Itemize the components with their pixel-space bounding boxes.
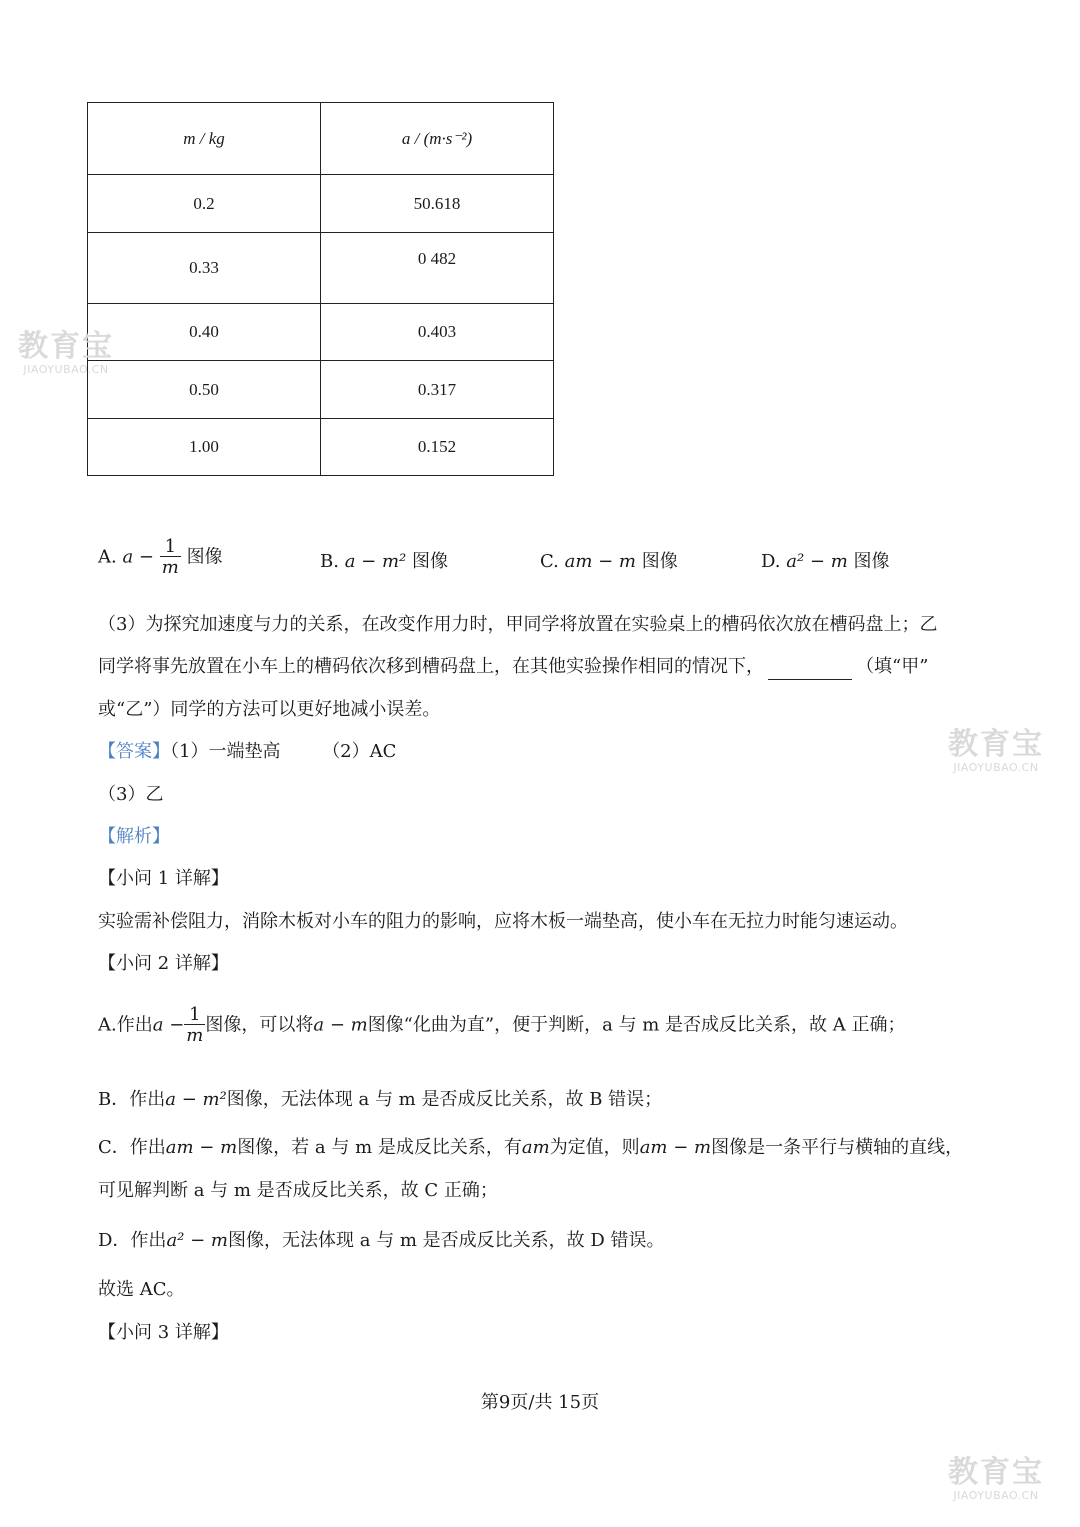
math-expr: a − m: [313, 1014, 368, 1036]
math-expr: am − m: [165, 1137, 238, 1158]
analysis-c: [98, 1135, 963, 1161]
q3-text: 同学将事先放置在小车上的槽码依次移到槽码盘上，在其他实验操作相同的情况下，: [98, 656, 764, 677]
analysis-b: [98, 1087, 662, 1113]
q3-title: 【小问 3 详解】: [98, 1322, 229, 1343]
table-header-accel: a / (m·s⁻²): [321, 103, 554, 175]
option-a: [98, 538, 223, 577]
analysis-text: 图像，无法体现 a 与 m 是否成反比关系，故 B 错误；: [226, 1089, 663, 1110]
option-suffix: 图像: [186, 546, 223, 568]
table-row: [88, 419, 554, 476]
option-label: A.: [98, 546, 117, 568]
table-cell: 0.403: [321, 304, 554, 361]
watermark-text: 教育宝: [18, 329, 114, 364]
watermark-subtext: JIAOYUBAO.CN: [953, 1489, 1039, 1502]
table-row: [88, 304, 554, 361]
table-cell: 0.2: [88, 175, 321, 233]
conclusion: 故选 AC。: [98, 1279, 185, 1300]
analysis-c-line-2: 可见解判断 a 与 m 是否成反比关系，故 C 正确；: [98, 1180, 498, 1201]
watermark-text: 教育宝: [948, 1455, 1044, 1490]
answer-part-2: （2）AC: [322, 741, 397, 762]
option-expr: am − m: [564, 551, 636, 572]
option-suffix: 图像: [411, 551, 448, 572]
option-c: [540, 549, 678, 575]
q3-line-1: （3）为探究加速度与力的关系，在改变作用力时，甲同学将放置在实验桌上的槽码依次放在槽码盘上；乙: [98, 614, 938, 635]
table-row: [88, 361, 554, 419]
answer-blank: [768, 661, 852, 680]
fraction-denominator: m: [186, 1025, 204, 1046]
math-expr: a −: [152, 1014, 185, 1036]
watermark-logo: [948, 728, 1044, 774]
table-cell: 0.317: [321, 361, 554, 419]
watermark-logo: [18, 330, 114, 376]
analysis-tag: 【解析】: [98, 826, 170, 847]
analysis-text: 为定值，则: [549, 1137, 640, 1158]
analysis-text: 图像，无法体现 a 与 m 是否成反比关系，故 D 错误。: [227, 1230, 665, 1251]
q2-title: 【小问 2 详解】: [98, 953, 229, 974]
table-cell: 0.152: [321, 419, 554, 476]
analysis-a: [98, 1006, 906, 1045]
option-label: C.: [540, 551, 559, 572]
answer-tag: 【答案】: [98, 741, 170, 762]
q3-line-2: [98, 654, 928, 680]
analysis-text: C．作出: [98, 1137, 166, 1158]
analysis-text: 图像，若 a 与 m 是成反比关系，有: [237, 1137, 522, 1158]
table-cell: 0 482: [321, 233, 554, 304]
answer-line: [98, 739, 396, 765]
option-expr: a −: [122, 546, 155, 568]
table-header-mass: m / kg: [88, 103, 321, 175]
table-cell: 50.618: [321, 175, 554, 233]
option-label: D.: [761, 551, 781, 572]
analysis-text: B．作出: [98, 1089, 166, 1110]
table-cell: 0.33: [88, 233, 321, 304]
watermark-logo: [948, 1456, 1044, 1502]
option-expr: a² − m: [786, 551, 848, 572]
table-cell: 0.50: [88, 361, 321, 419]
fraction-numerator: 1: [164, 536, 177, 557]
table-row: [88, 233, 554, 304]
q1-text: 实验需补偿阻力，消除木板对小车的阻力的影响，应将木板一端垫高，使小车在无拉力时能匀速运动。: [98, 911, 908, 932]
analysis-text: A.作出: [98, 1014, 153, 1036]
answer-part-1: （1）一端垫高: [170, 741, 281, 762]
option-b: [320, 549, 448, 575]
analysis-text: 图像“化曲为直”，便于判断，a 与 m 是否成反比关系，故 A 正确；: [367, 1014, 906, 1036]
table-header-row: [88, 103, 554, 175]
analysis-text: 图像，可以将: [205, 1014, 314, 1036]
table-cell: 0.40: [88, 304, 321, 361]
answer-part-3: （3）乙: [98, 784, 164, 805]
q3-text: （填“甲”: [856, 656, 929, 677]
option-label: B.: [320, 551, 339, 572]
math-expr: am − m: [639, 1137, 712, 1158]
math-expr: a² − m: [166, 1230, 228, 1251]
analysis-text: 图像是一条平行与横轴的直线，: [711, 1137, 964, 1158]
option-expr: a − m²: [344, 551, 407, 572]
watermark-text: 教育宝: [948, 727, 1044, 762]
option-suffix: 图像: [641, 551, 678, 572]
math-expr: a − m²: [165, 1089, 227, 1110]
data-table: [87, 102, 554, 476]
analysis-text: D．作出: [98, 1230, 167, 1251]
watermark-subtext: JIAOYUBAO.CN: [953, 761, 1039, 774]
q3-line-3: 或“乙”）同学的方法可以更好地减小误差。: [98, 699, 441, 720]
q1-title: 【小问 1 详解】: [98, 868, 229, 889]
table-row: [88, 175, 554, 233]
table-cell: 1.00: [88, 419, 321, 476]
fraction-numerator: 1: [189, 1004, 201, 1025]
math-expr: am: [521, 1137, 550, 1158]
page-footer: 第9页/共 15页: [480, 1392, 600, 1413]
analysis-d: [98, 1228, 665, 1254]
option-suffix: 图像: [853, 551, 890, 572]
watermark-subtext: JIAOYUBAO.CN: [23, 363, 109, 376]
option-d: [761, 549, 890, 575]
fraction-denominator: m: [161, 557, 179, 578]
fraction: [184, 1006, 205, 1045]
fraction: [160, 538, 181, 577]
